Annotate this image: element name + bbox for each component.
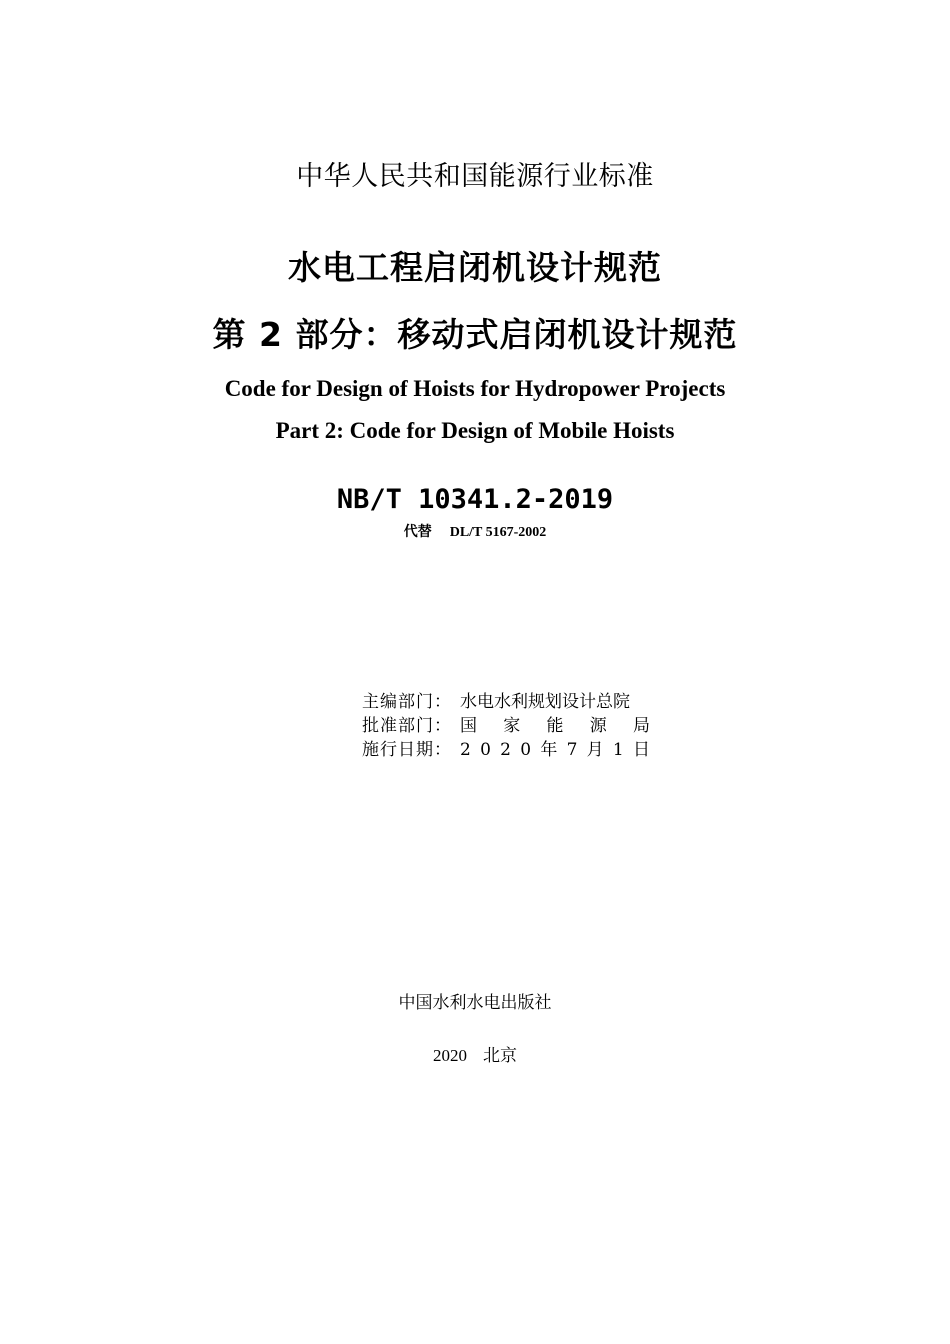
date-char: 0 <box>480 740 491 760</box>
approver-char: 能 <box>546 716 564 736</box>
standard-number: NB/T 10341.2-2019 <box>336 484 614 515</box>
date-char: 月 <box>586 740 604 760</box>
date-char: 2 <box>460 740 471 760</box>
standard-type: 中华人民共和国能源行业标准 <box>296 161 654 192</box>
approver-label: 批准部门： <box>362 716 452 736</box>
replaces-label: 代替 <box>403 524 432 540</box>
date-char: 1 <box>612 740 624 760</box>
info-block <box>362 690 650 762</box>
editor-row <box>362 690 650 714</box>
subtitle-english: Part 2: Code for Design of Mobile Hoists <box>275 418 675 443</box>
title-chinese: 水电工程启闭机设计规范 <box>288 248 662 287</box>
subtitle-chinese: 第 2 部分：移动式启闭机设计规范 <box>212 315 738 354</box>
approver-row <box>362 714 650 738</box>
approver-value <box>460 714 650 738</box>
date-char: 2 <box>500 740 511 760</box>
editor-value: 水电水利规划设计总院 <box>460 692 630 712</box>
date-row <box>362 738 650 762</box>
date-char: 7 <box>566 740 578 760</box>
publication-place <box>0 1041 950 1066</box>
replaces-line <box>0 521 950 541</box>
editor-label: 主编部门： <box>362 692 452 712</box>
date-char: 日 <box>632 740 650 760</box>
publisher-name: 中国水利水电出版社 <box>398 993 552 1013</box>
date-char: 年 <box>540 740 558 760</box>
publication-city: 北京 <box>483 1046 517 1066</box>
title-english: Code for Design of Hoists for Hydropower Projects <box>224 376 726 401</box>
approver-char: 源 <box>589 716 607 736</box>
date-char: 0 <box>520 740 532 760</box>
date-label: 施行日期： <box>362 740 452 760</box>
replaces-value: DL/T 5167-2002 <box>449 525 547 540</box>
approver-char: 家 <box>503 716 521 736</box>
publication-year: 2020 <box>433 1046 467 1065</box>
approver-char: 局 <box>633 716 650 736</box>
date-value <box>460 738 650 762</box>
approver-char: 国 <box>460 716 477 736</box>
